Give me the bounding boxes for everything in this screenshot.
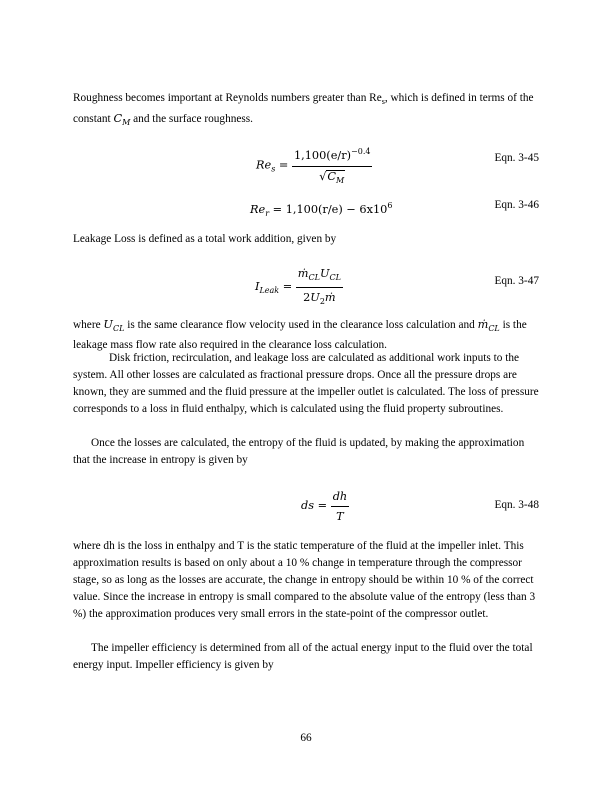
text: is the same clearance flow velocity used in the clearance loss calculation and bbox=[124, 319, 478, 331]
text: and the surface roughness. bbox=[130, 113, 253, 125]
math-symbol: I bbox=[255, 280, 260, 294]
denominator: T bbox=[336, 510, 344, 523]
math-operator: = bbox=[314, 499, 331, 513]
sqrt-body bbox=[326, 170, 345, 183]
math-subscript: 2 bbox=[319, 297, 325, 306]
paragraph-disk-friction bbox=[73, 350, 539, 418]
equation-body bbox=[256, 143, 372, 189]
math-text: 1,100(e/r) bbox=[293, 149, 352, 162]
text: Disk friction, recirculation, and leakage loss are calculated as additional work inputs to the system. All other losses are calculated as fractional pressure drops. Once all the pressure drops are known, they are summed and the fluid pressure at the impeller outlet is calculated. The loss of pressure corresponds to a loss in fluid enthalpy, which is calculated using the fluid property subroutines. bbox=[73, 352, 539, 415]
math-superscript: 6 bbox=[387, 201, 393, 210]
sqrt-sign: √ bbox=[319, 170, 327, 183]
text: Leakage Loss is defined as a total work addition, given by bbox=[73, 233, 337, 245]
math-operator: = bbox=[279, 280, 296, 294]
text: where dh is the loss in enthalpy and T is the static temperature of the fluid at the impeller inlet. This approximation results is based on only about a 10 % change in temperature through the compressor stage, so as long as the losses are accurate, the change in entropy should be within 10 % of the correct value. Since the increase in entropy is small compared to the absolute value of the entropy (less than 3 %) the approximation produces very small errors in the state-point of the compressor outlet. bbox=[73, 540, 536, 620]
numerator: dh bbox=[331, 488, 350, 507]
equation-3-46 bbox=[73, 197, 539, 217]
numerator bbox=[292, 143, 373, 167]
fraction bbox=[331, 488, 350, 525]
paragraph-roughness bbox=[73, 90, 539, 131]
equation-body bbox=[250, 197, 392, 222]
math-subscript: CL bbox=[329, 273, 341, 282]
math-symbol: ds bbox=[301, 499, 315, 513]
math-operator: = bbox=[269, 203, 286, 216]
math-text: 1,100(r/e) − 6x10 bbox=[285, 203, 388, 216]
math-subscript: M bbox=[122, 118, 131, 127]
paragraph-clearance bbox=[73, 316, 539, 354]
equation-label: Eqn. 3-46 bbox=[494, 199, 539, 211]
paragraph-leakage bbox=[73, 231, 539, 248]
equation-3-47 bbox=[73, 262, 539, 306]
math-subscript: CL bbox=[488, 324, 500, 333]
denominator bbox=[292, 167, 373, 189]
math-subscript: r bbox=[265, 209, 270, 218]
text: Roughness becomes important at Reynolds numbers greater than Re bbox=[73, 92, 382, 104]
math-symbol: ṁ bbox=[324, 291, 336, 304]
equation-3-45 bbox=[73, 139, 539, 185]
math-symbol: U bbox=[319, 267, 330, 280]
math-subscript: M bbox=[336, 176, 345, 185]
equation-3-48 bbox=[73, 488, 539, 528]
math-symbol: C bbox=[113, 112, 123, 125]
denominator bbox=[296, 288, 343, 310]
text: Once the losses are calculated, the entropy of the fluid is updated, by making the approximation that the increase in entropy is given by bbox=[73, 437, 525, 466]
text: is the leakage mass flow rate also required in the clearance loss calculation. bbox=[73, 319, 527, 351]
math-symbol: Re bbox=[250, 203, 266, 216]
math-subscript: CL bbox=[112, 324, 125, 333]
math-symbol: Re bbox=[256, 158, 272, 172]
text: The impeller efficiency is determined from all of the actual energy input to the fluid over the total energy input. Impeller efficiency is given by bbox=[73, 642, 533, 671]
numerator bbox=[296, 265, 343, 288]
math-subscript: Leak bbox=[259, 286, 280, 296]
math-symbol: C bbox=[327, 170, 337, 183]
equation-label: Eqn. 3-45 bbox=[494, 152, 539, 164]
paragraph-enthalpy bbox=[73, 538, 539, 623]
math-symbol: U bbox=[103, 318, 113, 331]
math-symbol: U bbox=[310, 291, 320, 304]
equation-label: Eqn. 3-48 bbox=[494, 499, 539, 511]
math-operator: = bbox=[275, 158, 292, 172]
subscript: s bbox=[381, 97, 385, 106]
math-superscript: −0.4 bbox=[351, 147, 371, 156]
math-subscript: CL bbox=[308, 273, 320, 282]
math-text: 2 bbox=[303, 291, 311, 304]
math-symbol: ṁ bbox=[477, 318, 489, 331]
paragraph-entropy bbox=[73, 435, 539, 469]
math-symbol: ṁ bbox=[297, 267, 309, 280]
fraction bbox=[292, 143, 373, 189]
equation-label: Eqn. 3-47 bbox=[494, 275, 539, 287]
page-number: 66 bbox=[300, 732, 312, 744]
equation-body bbox=[301, 488, 349, 525]
math-subscript: s bbox=[271, 164, 276, 174]
equation-body bbox=[255, 265, 343, 310]
paragraph-efficiency bbox=[73, 640, 539, 674]
text: , which is defined in terms of the constant bbox=[73, 92, 534, 125]
text: where bbox=[73, 319, 104, 331]
fraction bbox=[296, 265, 343, 310]
